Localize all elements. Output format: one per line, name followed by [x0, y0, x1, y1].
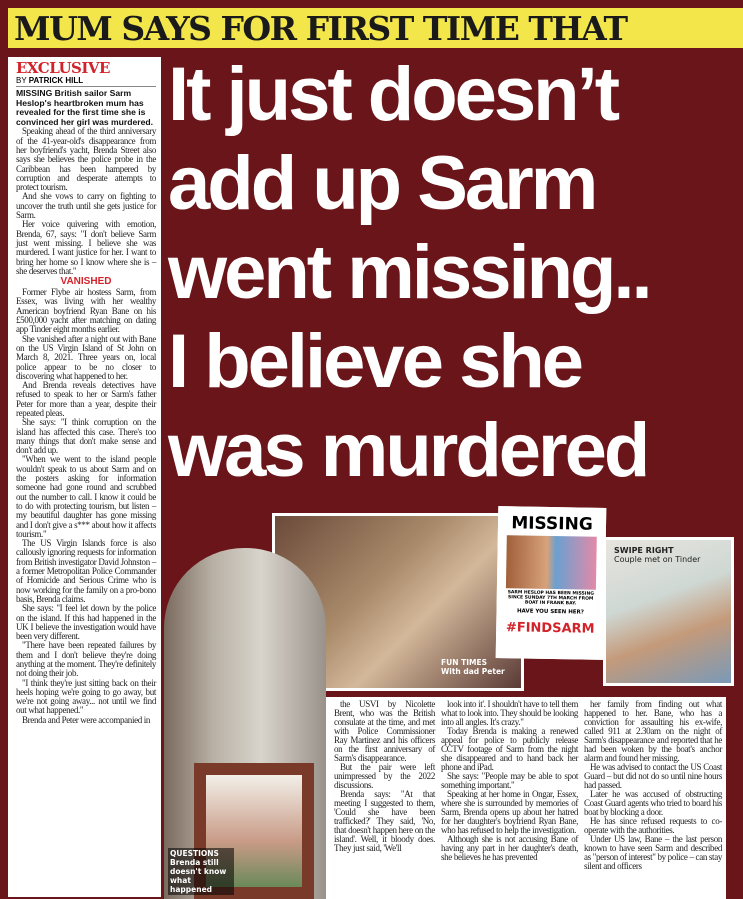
- caption-title: SWIPE RIGHT: [614, 546, 674, 555]
- exclusive-kicker: EXCLUSIVE: [16, 59, 110, 77]
- caption-title: QUESTIONS: [170, 849, 219, 858]
- caption-text: Couple met on Tinder: [614, 555, 701, 564]
- paragraph: She vanished after a night out with Bane on the US Virgin Island of St John on March 8, 2021. Three years on, local police appear to be no closer to discovering what happened to her.: [16, 333, 156, 381]
- paragraph: But the pair were left unimpressed by the 2022 discussions.: [334, 762, 435, 790]
- paragraph: Today Brenda is making a renewed appeal for police to publicly release CCTV footage of Sarm from the night she disappeared and to hand back her phone and iPad.: [441, 726, 578, 772]
- family-caption: [441, 658, 505, 676]
- article-column-4: [584, 700, 722, 871]
- couple-caption: [614, 546, 700, 564]
- strapline: MUM SAYS FOR FIRST TIME THAT: [14, 9, 627, 48]
- couple-photo: [603, 537, 734, 686]
- paragraph: "There have been repeated failures by them and I don't believe they're doing anything at the moment. They're definitely not doing their job.: [16, 640, 156, 679]
- author-name: PATRICK HILL: [28, 76, 84, 85]
- mum-caption: [168, 848, 234, 895]
- paragraph: "When we went to the island people wouldn't speak to us about Sarm and on the posters asking for information someone had gone round and scrubbed out the number to call. I know it could be to do with protecting tourism, but listen – my beautiful daughter has gone missing and I don't give a s*** about how it affects tourism.": [16, 454, 156, 539]
- headline-line: add up Sarm: [168, 141, 596, 226]
- paragraph: She says: "I think corruption on the island has affected this case. There's too many things that don't make sense and don't add up.: [16, 417, 156, 456]
- paragraph: Later he was accused of obstructing Coast Guard agents who tried to board his boat by blocking a door.: [584, 789, 722, 817]
- paragraph: Speaking ahead of the third anniversary of the 41-year-old's disappearance from her boyfriend's yacht, Brenda Street also says she believes the police probe in the Caribbean has been hampered by corruption and desperate attempts to protect tourism.: [16, 126, 156, 193]
- caption-text: With dad Peter: [441, 667, 505, 676]
- headline: [168, 50, 650, 495]
- caption-title: FUN TIMES: [441, 658, 487, 667]
- paragraph: And she vows to carry on fighting to uncover the truth until she gets justice for Sarm.: [16, 191, 156, 221]
- paragraph: Speaking at her home in Ongar, Essex, where she is surrounded by memories of Sarm, Brenda opens up about her hatred for her daughter's boyfriend Ryan Bane, who has refused to help the investigation.: [441, 789, 578, 835]
- body-text-1: [16, 127, 156, 276]
- mum-photo: [164, 548, 326, 899]
- headline-line: was murdered: [168, 408, 648, 493]
- byline-prefix: BY: [16, 76, 27, 85]
- byline: [16, 76, 156, 87]
- paragraph: "I think they're just sitting back on their heels hoping we're going to go away, but we're not going away... not until we find out what happened.": [16, 677, 156, 716]
- paragraph: Although she is not accusing Bane of having any part in her daughter's death, she believes he has prevented: [441, 834, 578, 862]
- standfirst: MISSING British sailor Sarm Heslop's heartbroken mum has revealed for the first time she is convinced her girl was murdered.: [16, 88, 154, 127]
- poster-question: HAVE YOU SEEN HER?: [516, 608, 585, 616]
- paragraph: Her voice quivering with emotion, Brenda, 67, says: "I don't believe Sarm just went missing. I believe she was murdered. I want justice for her. I want to bring her home so I know where she is – she deserves that.": [16, 219, 156, 276]
- headline-line: It just doesn’t: [168, 52, 617, 137]
- article-column-2: [334, 700, 435, 853]
- article-column-3: [441, 700, 578, 862]
- poster-text: SARM HESLOP HAS BEEN MISSING SINCE SUNDAY 7TH MARCH FROM BOAT IN FRANK BAY.: [507, 590, 594, 607]
- paragraph: And Brenda reveals detectives have refused to speak to her or Sarm's father Peter for more than a year, despite their repeated pleas.: [16, 380, 156, 418]
- body-text-2: [16, 288, 156, 725]
- paragraph: Under US law, Bane – the last person known to have seen Sarm and described as "person of interest" by police – can stay silent and officers: [584, 834, 722, 871]
- missing-poster: [496, 506, 607, 660]
- paragraph: Former Flybe air hostess Sarm, from Essex, was living with her wealthy American boyfriend Ryan Bane on his £500,000 yacht after matching on dating app Tinder eight months earlier.: [16, 287, 156, 335]
- paragraph: Brenda says: "At that meeting I suggested to them, 'Could she have been trafficked?' They said, 'No, that doesn't happen here on the island'. Well, it bloody does. They just said, 'We'll: [334, 789, 435, 853]
- paragraph: He was advised to contact the US Coast Guard – but did not do so until nine hours had passed.: [584, 762, 722, 790]
- paragraph: Brenda and Peter were accompanied in: [22, 714, 151, 725]
- paragraph: look into it'. I shouldn't have to tell them what to look into. They should be looking into all angles. It's crazy.": [441, 699, 578, 727]
- paragraph: The US Virgin Islands force is also callously ignoring requests for information from British investigator David Johnston – a former Metropolitan Police Commander of Homicide and Serious Crime who is now working for the family on a pro-bono basis, Brenda claims.: [16, 538, 156, 604]
- subhead: VANISHED: [60, 276, 112, 288]
- caption-text: Brenda still doesn't know what happened: [170, 858, 227, 894]
- left-article-column: [8, 57, 161, 897]
- headline-line: I believe she: [168, 319, 582, 404]
- paragraph: She says: "People may be able to spot something important.": [441, 771, 578, 790]
- poster-hashtag: #FINDSARM: [505, 620, 595, 637]
- poster-title: MISSING: [511, 513, 593, 535]
- strapline-banner: [8, 8, 743, 48]
- headline-line: went missing..: [168, 230, 650, 315]
- paragraph: her family from finding out what happened to her. Bane, who has a conviction for assaulting his ex-wife, called 911 at 2.30am on the night of Sarm's disappearance and reported that he had been woken by the boat's anchor alarm and found her missing.: [584, 699, 722, 763]
- poster-photo: [506, 535, 597, 590]
- paragraph: He has since refused requests to co-operate with the authorities.: [584, 816, 722, 835]
- paragraph: the USVI by Nicolette Brent, who was the British consulate at the time, and met with Police Commissioner Ray Martinez and his officers on the first anniversary of Sarm's disappearance.: [334, 699, 435, 763]
- paragraph: She says: "I feel let down by the police on the island. If this had happened in the UK I believe the investigation would have been very different.: [16, 603, 156, 642]
